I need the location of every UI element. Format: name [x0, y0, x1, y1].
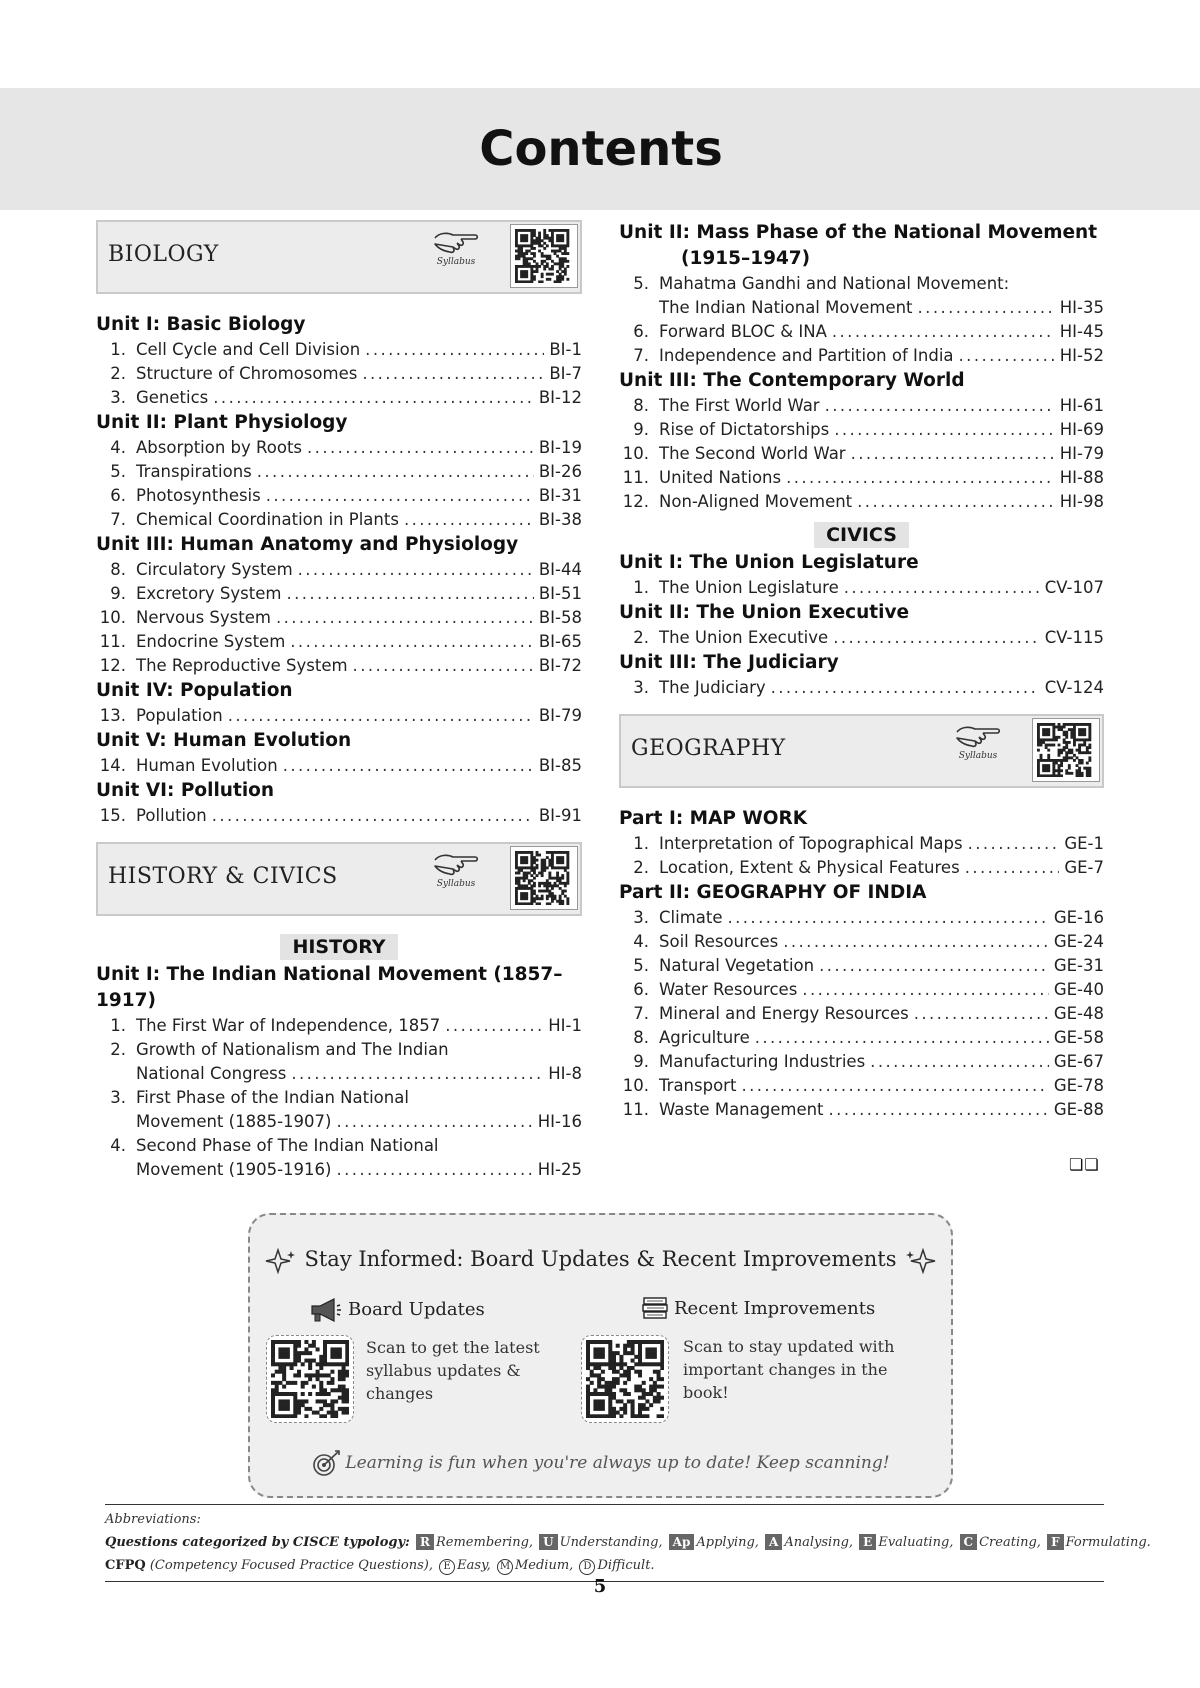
unit-heading-line: (1915–1947)	[681, 248, 811, 269]
entry-number: 7.	[110, 510, 126, 529]
entry-title: Movement (1905-1916)	[136, 1160, 332, 1179]
entry-page: GE-67	[1053, 1052, 1104, 1071]
dot-leader	[834, 418, 1055, 442]
entry-title: Water Resources	[659, 980, 798, 999]
typology-label: Understanding,	[559, 1535, 663, 1550]
dot-leader	[833, 626, 1040, 650]
entry-page: GE-16	[1053, 908, 1104, 927]
entry-title: Second Phase of The Indian National	[136, 1136, 439, 1155]
unit-heading: Unit I: Basic Biology	[96, 314, 306, 335]
entry-title: Natural Vegetation	[659, 956, 815, 975]
dot-leader	[870, 1050, 1049, 1074]
typology-label: Evaluating,	[878, 1535, 954, 1550]
entry-number: 9.	[633, 420, 649, 439]
entry-number: 10.	[622, 1076, 649, 1095]
entry-number: 8.	[633, 1028, 649, 1047]
entry-title: Chemical Coordination in Plants	[136, 510, 399, 529]
entry-page: BI-7	[549, 364, 582, 383]
entry-number: 6.	[633, 322, 649, 341]
typology-label: Formulating.	[1065, 1535, 1151, 1550]
subject-title: GEOGRAPHY	[631, 736, 786, 761]
entry-page: GE-40	[1053, 980, 1104, 999]
entry-number: 7.	[633, 1004, 649, 1023]
dot-leader	[968, 832, 1060, 856]
entry-title: Pollution	[136, 806, 207, 825]
entry-title: Cell Cycle and Cell Division	[136, 340, 361, 359]
typology-code-badge: U	[539, 1534, 557, 1550]
entry-number: 2.	[633, 858, 649, 877]
contents-entry[interactable]	[619, 466, 1104, 490]
entry-title: Genetics	[136, 388, 209, 407]
recent-improvements-description: Scan to stay updated with important changes in the book!	[683, 1337, 895, 1402]
entry-title: Human Evolution	[136, 756, 278, 775]
dot-leader	[445, 1014, 543, 1038]
qr-pattern	[515, 229, 573, 283]
contents-entry[interactable]	[96, 436, 582, 460]
entry-number: 3.	[633, 678, 649, 697]
typology-code-badge: A	[765, 1534, 782, 1550]
dot-leader	[257, 460, 534, 484]
entry-page: BI-19	[538, 438, 582, 457]
unit-heading: Unit I: The Indian National Movement (1857–1917)	[96, 964, 563, 1011]
entry-title: Population	[136, 706, 223, 725]
entry-number: 5.	[633, 956, 649, 975]
entry-page: HI-88	[1059, 468, 1104, 487]
dot-leader	[851, 442, 1055, 466]
entry-page: HI-52	[1059, 346, 1104, 365]
dot-leader	[819, 954, 1049, 978]
entry-title: Nervous System	[136, 608, 271, 627]
tagline: Learning is fun when you're always up to date! Keep scanning!	[250, 1449, 951, 1477]
dot-leader	[336, 1158, 532, 1182]
dot-leader	[298, 558, 534, 582]
entry-page: GE-58	[1053, 1028, 1104, 1047]
entry-number: 8.	[110, 560, 126, 579]
dot-leader	[404, 508, 534, 532]
unit-heading: Unit III: The Contemporary World	[619, 370, 965, 391]
entry-number: 1.	[633, 578, 649, 597]
dot-leader	[290, 630, 534, 654]
syllabus-label: Syllabus	[958, 751, 998, 761]
entry-title: Photosynthesis	[136, 486, 261, 505]
difficulty-code-badge: M	[497, 1559, 513, 1575]
contents-entry[interactable]	[619, 930, 1104, 954]
entry-title: Excretory System	[136, 584, 282, 603]
entry-number: 11.	[99, 632, 126, 651]
dot-leader	[771, 676, 1040, 700]
pointing-hand-icon	[433, 228, 479, 254]
sparkle-icon	[903, 1248, 937, 1274]
typology-label: Applying,	[696, 1535, 759, 1550]
entry-number: 3.	[110, 1088, 126, 1107]
syllabus-label: Syllabus	[436, 879, 476, 889]
entry-title: Agriculture	[659, 1028, 750, 1047]
entry-title: Movement (1885-1907)	[136, 1112, 332, 1131]
syllabus-label: Syllabus	[436, 257, 476, 267]
entry-title: Transpirations	[136, 462, 252, 481]
recent-improvements-label: Recent Improvements	[674, 1298, 876, 1319]
pointing-hand-icon	[433, 850, 479, 876]
contents-entry[interactable]	[96, 338, 582, 362]
entry-number: 15.	[99, 806, 126, 825]
entry-page: BI-31	[538, 486, 582, 505]
entry-page: CV-124	[1044, 678, 1104, 697]
dot-leader	[783, 930, 1049, 954]
entry-title: Circulatory System	[136, 560, 293, 579]
dot-leader	[213, 386, 534, 410]
contents-entry[interactable]	[96, 704, 582, 728]
entry-title: Interpretation of Topographical Maps	[659, 834, 963, 853]
qr-code[interactable]	[510, 846, 578, 910]
contents-entry[interactable]	[96, 1014, 582, 1038]
dot-leader	[212, 804, 534, 828]
entry-number: 1.	[110, 1016, 126, 1035]
dot-leader	[286, 582, 533, 606]
left-column	[96, 220, 582, 1182]
contents-entry[interactable]	[619, 906, 1104, 930]
entry-title: Manufacturing Industries	[659, 1052, 866, 1071]
dot-leader	[353, 654, 534, 678]
dot-leader	[362, 362, 544, 386]
entry-title: The Union Legislature	[659, 578, 839, 597]
dot-leader	[829, 1098, 1049, 1122]
entry-page: GE-7	[1064, 858, 1104, 877]
typology-code-badge: C	[960, 1534, 978, 1550]
entry-page: BI-26	[538, 462, 582, 481]
typology-legend: Questions categorized by CISCE typology: R Remembering, U Understanding, Ap Applying, A Analysing, E Evaluating, C Creating, F Formulating.	[105, 1535, 1151, 1550]
entry-number: 12.	[99, 656, 126, 675]
contents-entry[interactable]	[96, 606, 582, 630]
entry-title: The First World War	[659, 396, 820, 415]
unit-heading: Unit I: The Union Legislature	[619, 552, 919, 573]
history-subheading: HISTORY	[96, 934, 582, 960]
entry-number: 9.	[110, 584, 126, 603]
unit-heading: Unit V: Human Evolution	[96, 730, 352, 751]
contents-entry[interactable]	[619, 856, 1104, 880]
entry-title: Mahatma Gandhi and National Movement:	[659, 274, 1010, 293]
contents-entry[interactable]	[619, 832, 1104, 856]
typology-code-badge: E	[859, 1534, 876, 1550]
entry-number: 9.	[633, 1052, 649, 1071]
dot-leader	[283, 754, 534, 778]
dot-leader	[825, 394, 1055, 418]
contents-entry[interactable]	[96, 582, 582, 606]
history-contents-continued	[619, 220, 1104, 514]
entry-number: 12.	[622, 492, 649, 511]
entry-page: HI-35	[1059, 298, 1104, 317]
entry-page: BI-58	[538, 608, 582, 627]
unit-heading	[619, 220, 1104, 272]
board-updates-label: Board Updates	[348, 1299, 485, 1320]
qr-pattern	[1037, 723, 1095, 777]
contents-entry[interactable]	[96, 1038, 582, 1086]
dot-leader	[959, 344, 1055, 368]
entry-number: 5.	[110, 462, 126, 481]
entry-page: BI-51	[538, 584, 582, 603]
entry-number: 6.	[633, 980, 649, 999]
entry-number: 5.	[633, 274, 649, 293]
dot-leader	[307, 436, 534, 460]
board-updates-qr[interactable]	[266, 1335, 354, 1423]
unit-heading: Unit VI: Pollution	[96, 780, 275, 801]
unit-heading: Part I: MAP WORK	[619, 808, 808, 829]
contents-entry[interactable]	[96, 1086, 582, 1134]
entry-page: CV-115	[1044, 628, 1104, 647]
stay-informed-heading: Stay Informed: Board Updates & Recent Improvements	[250, 1247, 951, 1274]
dot-leader	[365, 338, 544, 362]
dot-leader	[857, 490, 1055, 514]
entry-title: Absorption by Roots	[136, 438, 303, 457]
entry-number: 8.	[633, 396, 649, 415]
contents-entry[interactable]	[619, 394, 1104, 418]
entry-number: 2.	[110, 1040, 126, 1059]
book-stack-icon	[641, 1295, 669, 1323]
entry-title: Rise of Dictatorships	[659, 420, 830, 439]
contents-entry[interactable]	[96, 558, 582, 582]
dot-leader	[965, 856, 1060, 880]
entry-page: BI-44	[538, 560, 582, 579]
geography-header	[619, 714, 1104, 788]
contents-entry[interactable]	[619, 344, 1104, 368]
recent-improvements-qr[interactable]	[581, 1335, 669, 1423]
pointing-hand-icon	[955, 722, 1001, 748]
dot-leader	[266, 484, 534, 508]
difficulty-code-badge: E	[439, 1559, 455, 1575]
contents-entry[interactable]	[619, 490, 1104, 514]
entry-number: 14.	[99, 756, 126, 775]
entry-number: 1.	[633, 834, 649, 853]
entry-number: 6.	[110, 486, 126, 505]
contents-entry[interactable]	[619, 1074, 1104, 1098]
contents-entry[interactable]	[619, 626, 1104, 650]
contents-entry[interactable]	[619, 954, 1104, 978]
entry-page: GE-78	[1053, 1076, 1104, 1095]
entry-title: The Judiciary	[659, 678, 766, 697]
contents-entry[interactable]	[96, 508, 582, 532]
entry-page: GE-1	[1064, 834, 1104, 853]
qr-pattern	[271, 1340, 349, 1418]
entry-title: Independence and Partition of India	[659, 346, 954, 365]
entry-page: HI-1	[548, 1016, 582, 1035]
contents-entry[interactable]	[96, 804, 582, 828]
difficulty-label: Easy,	[457, 1558, 491, 1573]
contents-entry[interactable]	[619, 1050, 1104, 1074]
target-icon	[311, 1449, 341, 1477]
dot-leader	[728, 906, 1049, 930]
dot-leader	[336, 1110, 532, 1134]
dot-leader	[832, 320, 1055, 344]
entry-title: The Reproductive System	[136, 656, 348, 675]
unit-heading: Unit II: Plant Physiology	[96, 412, 348, 433]
entry-number: 4.	[633, 932, 649, 951]
entry-title: The Union Executive	[659, 628, 829, 647]
contents-entry[interactable]	[619, 978, 1104, 1002]
dot-leader	[844, 576, 1040, 600]
dot-leader	[291, 1062, 543, 1086]
entry-page: GE-31	[1053, 956, 1104, 975]
unit-heading: Unit III: Human Anatomy and Physiology	[96, 534, 519, 555]
entry-title: First Phase of the Indian National	[136, 1088, 409, 1107]
board-updates-description: Scan to get the latest syllabus updates & changes	[366, 1338, 540, 1403]
entry-page: HI-8	[548, 1064, 582, 1083]
typology-label: Creating,	[979, 1535, 1041, 1550]
entry-page: BI-38	[538, 510, 582, 529]
contents-entry[interactable]	[96, 630, 582, 654]
right-column	[619, 220, 1104, 1122]
biology-contents	[96, 312, 582, 828]
title-band	[0, 88, 1200, 210]
entry-number: 2.	[633, 628, 649, 647]
entry-page: HI-25	[537, 1160, 582, 1179]
entry-title: Endocrine System	[136, 632, 286, 651]
contents-entry[interactable]	[96, 654, 582, 678]
subject-title: HISTORY & CIVICS	[108, 864, 338, 889]
entry-number: 3.	[633, 908, 649, 927]
entry-number: 4.	[110, 1136, 126, 1155]
entry-title: Waste Management	[659, 1100, 824, 1119]
dot-leader	[755, 1026, 1049, 1050]
page-number: 5	[593, 1576, 607, 1597]
entry-number: 13.	[99, 706, 126, 725]
entry-page: HI-61	[1059, 396, 1104, 415]
unit-heading: Part II: GEOGRAPHY OF INDIA	[619, 882, 927, 903]
entry-page: GE-48	[1053, 1004, 1104, 1023]
qr-code[interactable]	[510, 224, 578, 288]
contents-entry[interactable]	[96, 754, 582, 778]
entry-title: Non-Aligned Movement	[659, 492, 853, 511]
entry-number: 7.	[633, 346, 649, 365]
entry-number: 3.	[110, 388, 126, 407]
contents-entry[interactable]	[96, 460, 582, 484]
entry-page: BI-65	[538, 632, 582, 651]
entry-page: GE-24	[1053, 932, 1104, 951]
contents-entry[interactable]	[619, 676, 1104, 700]
entry-title: Growth of Nationalism and The Indian	[136, 1040, 449, 1059]
entry-title: Transport	[659, 1076, 737, 1095]
history-contents	[96, 962, 582, 1182]
entry-page: CV-107	[1044, 578, 1104, 597]
contents-entry[interactable]	[96, 386, 582, 410]
entry-page: BI-72	[538, 656, 582, 675]
dot-leader	[914, 1002, 1049, 1026]
entry-page: HI-16	[537, 1112, 582, 1131]
entry-page: BI-79	[538, 706, 582, 725]
civics-subheading: CIVICS	[619, 522, 1104, 548]
entry-number: 10.	[622, 444, 649, 463]
contents-entry[interactable]	[96, 484, 582, 508]
unit-heading: Unit II: The Union Executive	[619, 602, 910, 623]
dot-leader	[918, 296, 1055, 320]
entry-title: Structure of Chromosomes	[136, 364, 358, 383]
dot-leader	[228, 704, 534, 728]
contents-entry[interactable]	[619, 576, 1104, 600]
dot-leader	[786, 466, 1055, 490]
entry-number: 2.	[110, 364, 126, 383]
dot-leader	[276, 606, 534, 630]
entry-page: HI-45	[1059, 322, 1104, 341]
biology-header	[96, 220, 582, 294]
entry-title: Mineral and Energy Resources	[659, 1004, 909, 1023]
syllabus-pointer[interactable]	[430, 228, 482, 267]
entry-page: HI-69	[1059, 420, 1104, 439]
entry-title: Climate	[659, 908, 723, 927]
syllabus-pointer[interactable]	[430, 850, 482, 889]
entry-page: BI-91	[538, 806, 582, 825]
entry-title: The Second World War	[659, 444, 846, 463]
entry-title: National Congress	[136, 1064, 287, 1083]
entry-number: 4.	[110, 438, 126, 457]
abbreviations-footer	[105, 1504, 1151, 1582]
subject-title: BIOLOGY	[108, 242, 219, 267]
entry-page: HI-79	[1059, 444, 1104, 463]
contents-entry[interactable]	[619, 1026, 1104, 1050]
difficulty-legend: CFPQ (Competency Focused Practice Questions), E Easy, M Medium, D Difficult.	[105, 1558, 655, 1573]
typology-code-badge: F	[1047, 1534, 1064, 1550]
unit-heading-line: Unit II: Mass Phase of the National Movement	[619, 222, 1098, 243]
sparkle-icon	[264, 1248, 298, 1274]
abbreviations-heading: Abbreviations:	[105, 1512, 201, 1527]
geography-contents	[619, 806, 1104, 1122]
entry-title: Soil Resources	[659, 932, 779, 951]
entry-page: GE-88	[1053, 1100, 1104, 1119]
civics-contents	[619, 550, 1104, 700]
typology-code-badge: Ap	[669, 1534, 695, 1550]
entry-title: Forward BLOC & INA	[659, 322, 827, 341]
dot-leader	[802, 978, 1049, 1002]
difficulty-code-badge: D	[579, 1559, 595, 1575]
contents-entry[interactable]	[619, 418, 1104, 442]
entry-title: The Indian National Movement	[659, 298, 913, 317]
difficulty-label: Difficult.	[597, 1558, 655, 1573]
unit-heading: Unit III: The Judiciary	[619, 652, 839, 673]
contents-entry[interactable]	[619, 320, 1104, 344]
typology-label: Analysing,	[784, 1535, 854, 1550]
entry-number: 11.	[622, 468, 649, 487]
end-mark: ❏❏	[1069, 1155, 1100, 1174]
entry-page: BI-1	[549, 340, 582, 359]
entry-title: United Nations	[659, 468, 782, 487]
history-civics-header	[96, 842, 582, 916]
entry-page: HI-98	[1059, 492, 1104, 511]
contents-entry[interactable]	[619, 1098, 1104, 1122]
unit-heading: Unit IV: Population	[96, 680, 293, 701]
qr-pattern	[586, 1340, 664, 1418]
entry-page: BI-85	[538, 756, 582, 775]
dot-leader	[741, 1074, 1048, 1098]
entry-number: 11.	[622, 1100, 649, 1119]
contents-entry[interactable]	[619, 1002, 1104, 1026]
contents-entry[interactable]	[619, 442, 1104, 466]
entry-page: BI-12	[538, 388, 582, 407]
entry-number: 1.	[110, 340, 126, 359]
megaphone-icon	[308, 1297, 342, 1323]
stay-informed-box	[248, 1213, 953, 1498]
entry-number: 10.	[99, 608, 126, 627]
qr-pattern	[515, 851, 573, 905]
entry-title: Location, Extent & Physical Features	[659, 858, 960, 877]
contents-entry[interactable]	[96, 362, 582, 386]
contents-entry[interactable]	[96, 1134, 582, 1182]
difficulty-label: Medium,	[514, 1558, 574, 1573]
typology-label: Remembering,	[435, 1535, 534, 1550]
page-title: Contents	[479, 121, 723, 177]
typology-code-badge: R	[416, 1534, 434, 1550]
qr-code[interactable]	[1032, 718, 1100, 782]
entry-title: The First War of Independence, 1857	[136, 1016, 441, 1035]
syllabus-pointer[interactable]	[952, 722, 1004, 761]
contents-entry[interactable]	[619, 272, 1104, 320]
